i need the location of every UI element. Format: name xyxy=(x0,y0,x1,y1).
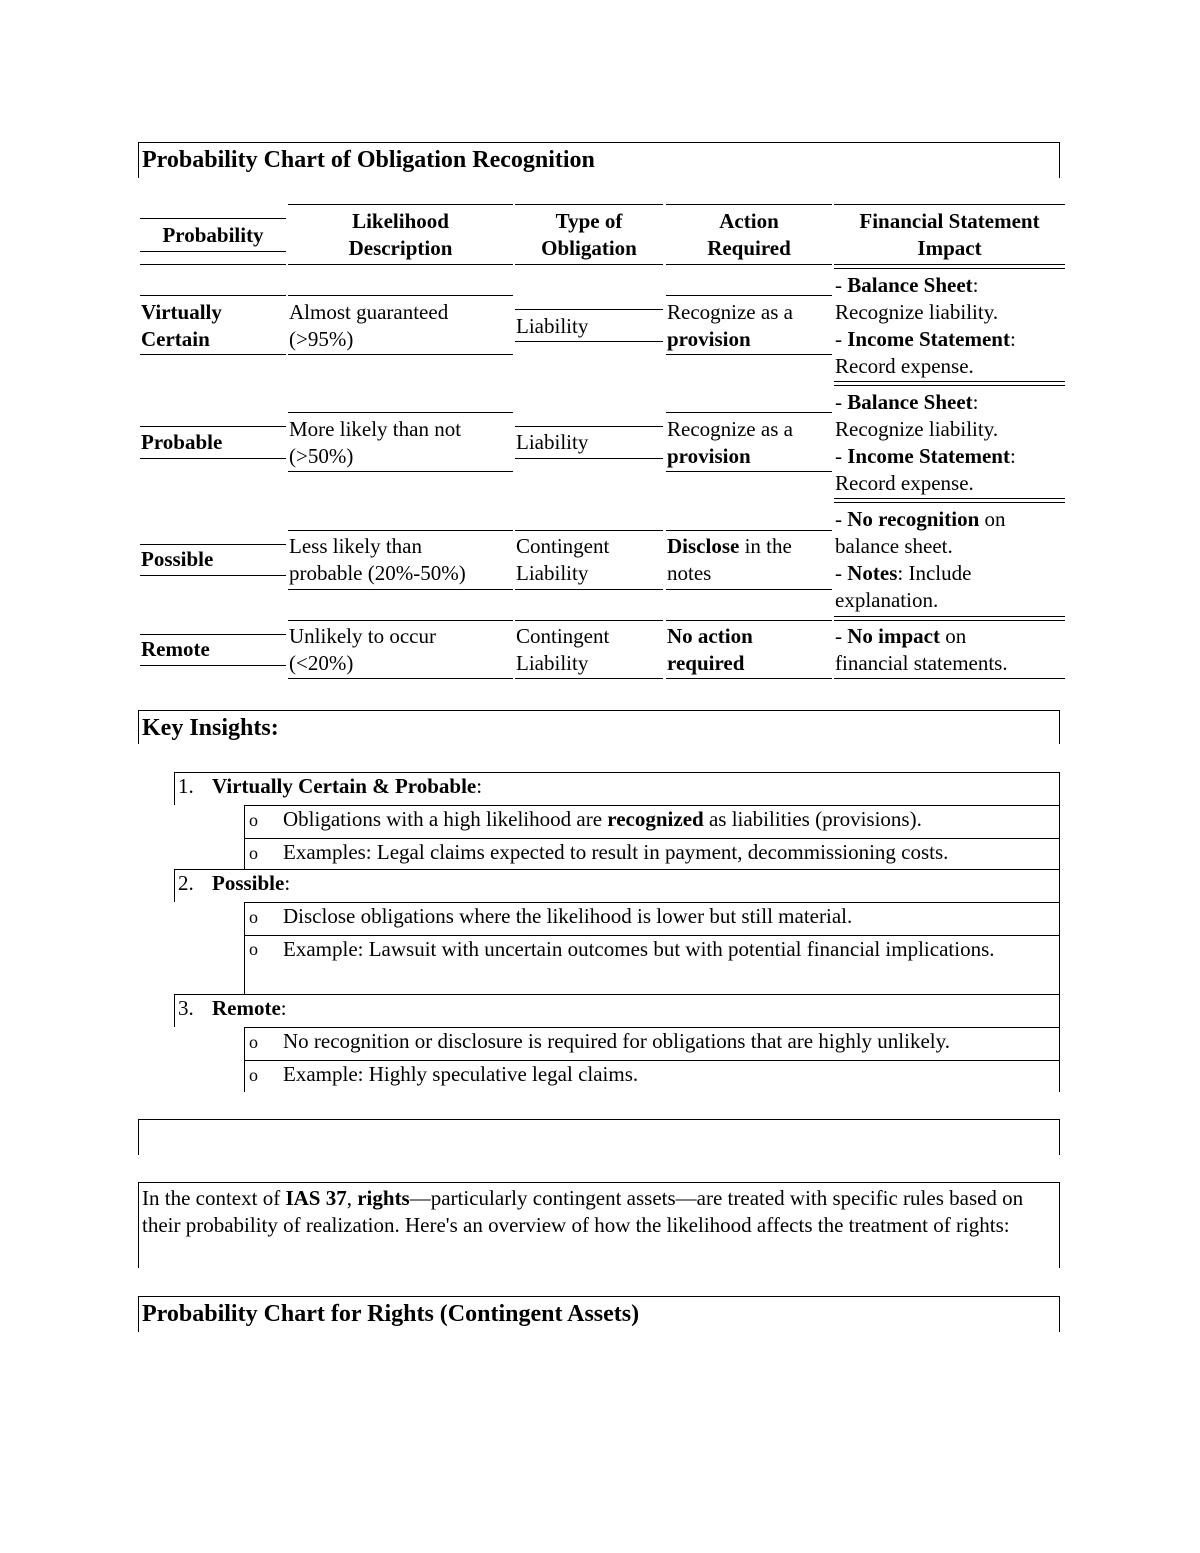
row4-likelihood: Unlikely to occur (<20%) xyxy=(289,624,436,675)
list-item: o No recognition or disclosure is required for obligations that are highly unlikely. xyxy=(244,1027,1060,1060)
row4-type: Contingent Liability xyxy=(516,624,610,675)
rule xyxy=(666,295,832,296)
row1-likelihood: Almost guaranteed (>95%) xyxy=(289,300,449,351)
rule xyxy=(288,354,513,355)
rule xyxy=(140,458,286,459)
rule xyxy=(515,458,663,459)
row3-type: Contingent Liability xyxy=(516,534,610,585)
rule xyxy=(288,204,513,205)
rule xyxy=(666,204,832,205)
rule xyxy=(140,251,286,252)
rule xyxy=(515,204,663,205)
row3-probability: Possible xyxy=(141,547,214,571)
rule xyxy=(140,426,286,427)
rule xyxy=(288,412,513,413)
rule xyxy=(834,616,1065,621)
rule xyxy=(666,530,832,531)
rule xyxy=(666,264,832,265)
row1-action: Recognize as a provision xyxy=(667,300,793,351)
rule xyxy=(288,471,513,472)
rule xyxy=(834,204,1065,205)
header-type: Type of Obligation xyxy=(541,209,637,260)
header-action: Action Required xyxy=(707,209,791,260)
list-item: 1. Virtually Certain & Probable: xyxy=(174,772,1060,805)
rule xyxy=(834,498,1065,503)
rule xyxy=(666,412,832,413)
row4-action: No action required xyxy=(667,624,753,675)
row2-impact: - Balance Sheet: Recognize liability. - Income Statement: Record expense. xyxy=(835,390,1016,495)
rule xyxy=(140,575,286,576)
rule xyxy=(515,589,663,590)
list-item: 3. Remote: xyxy=(174,994,1060,1027)
row2-probability: Probable xyxy=(141,430,223,454)
rule xyxy=(140,354,286,355)
insights-title: Key Insights: xyxy=(142,715,279,741)
rule xyxy=(140,218,286,219)
chart2-title: Probability Chart for Rights (Contingent Assets) xyxy=(142,1301,640,1327)
row2-likelihood: More likely than not (>50%) xyxy=(289,417,462,468)
row2-type: Liability xyxy=(516,430,589,454)
context-paragraph: In the context of IAS 37, rights—particularly contingent assets—are treated with specific rules based on their probability of realization. Here's an overview of how the likelihood affects the treatment of rights: xyxy=(138,1182,1060,1268)
list-item: o Disclose obligations where the likelihood is lower but still material. xyxy=(244,902,1060,935)
header-likelihood: Likelihood Description xyxy=(348,209,453,260)
rule xyxy=(666,620,832,621)
rule xyxy=(515,426,663,427)
rule xyxy=(140,665,286,666)
rule xyxy=(140,634,286,635)
row1-probability: Virtually Certain xyxy=(141,300,222,351)
rule xyxy=(288,264,513,265)
rule xyxy=(288,295,513,296)
rule xyxy=(288,678,513,679)
list-item: 2. Possible: xyxy=(174,869,1060,902)
row3-action: Disclose in the notes xyxy=(667,534,792,585)
rule xyxy=(288,620,513,621)
rule xyxy=(834,381,1065,386)
row4-impact: - No impact on financial statements. xyxy=(835,624,1008,675)
chart1-title: Probability Chart of Obligation Recognition xyxy=(142,147,595,173)
chart1-title-frame xyxy=(138,142,1060,178)
rule xyxy=(666,589,832,590)
row1-impact: - Balance Sheet: Recognize liability. - Income Statement: Record expense. xyxy=(835,273,1016,378)
empty-frame xyxy=(138,1119,1060,1155)
row4-probability: Remote xyxy=(141,637,210,661)
list-item: o Examples: Legal claims expected to result in payment, decommissioning costs. xyxy=(244,838,1060,869)
list-item: o Obligations with a high likelihood are recognized as liabilities (provisions). xyxy=(244,805,1060,838)
rule xyxy=(140,544,286,545)
rule xyxy=(666,678,832,679)
insights-title-frame xyxy=(138,710,1060,744)
rule xyxy=(515,678,663,679)
row2-action: Recognize as a provision xyxy=(667,417,793,468)
row3-impact: - No recognition on balance sheet. - Notes: Include explanation. xyxy=(835,507,1006,612)
rule xyxy=(515,341,663,342)
header-impact: Financial Statement Impact xyxy=(859,209,1040,260)
rule xyxy=(515,264,663,265)
rule xyxy=(288,589,513,590)
rule xyxy=(515,530,663,531)
chart2-title-frame xyxy=(138,1296,1060,1332)
list-item: o Example: Lawsuit with uncertain outcomes but with potential financial implications. xyxy=(244,935,1060,994)
header-probability: Probability xyxy=(162,223,264,247)
row1-type: Liability xyxy=(516,314,589,338)
rule xyxy=(288,530,513,531)
rule xyxy=(834,678,1065,679)
rule xyxy=(515,309,663,310)
rule xyxy=(666,471,832,472)
rule xyxy=(834,264,1065,269)
rule xyxy=(515,620,663,621)
rule xyxy=(140,264,286,265)
rule xyxy=(140,295,286,296)
row3-likelihood: Less likely than probable (20%-50%) xyxy=(289,534,466,585)
rule xyxy=(666,354,832,355)
list-item: o Example: Highly speculative legal claims. xyxy=(244,1060,1060,1092)
